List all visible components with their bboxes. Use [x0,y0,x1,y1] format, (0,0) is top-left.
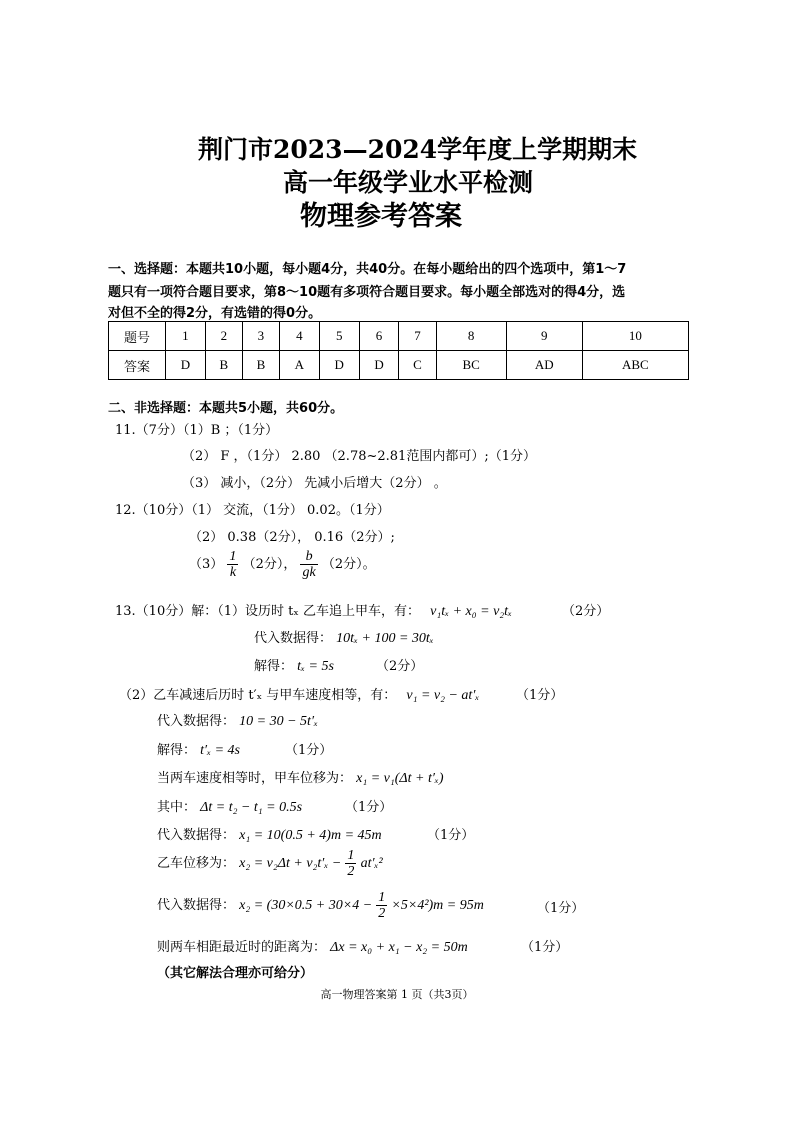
q13-line11-score: （1分） [537,901,585,916]
table-cell: D [166,351,206,380]
table-cell: ABC [582,351,688,380]
page-footer: 高一物理答案第 1 页（共3页） [320,988,474,1001]
section1-line2: 题只有一项符合题目要求，第8～10题有多项符合题目要求。每小题全部选对的得4分，选 [108,285,626,300]
q13-line1-score: （2分） [562,604,610,619]
table-row-answers [109,351,689,380]
table-cell: 1 [166,322,206,351]
q13-equation: x₂ = v₂Δt + v₂t′ₓ − [239,856,342,871]
table-cell: A [279,351,319,380]
table-cell: 3 [242,322,279,351]
table-cell: 5 [319,322,359,351]
q13-line4 [119,684,479,704]
answer-table [108,321,689,380]
q13-line8-score: （1分） [345,800,393,815]
fraction-numerator: 1 [378,890,386,905]
fraction-numerator: b [300,549,317,565]
q13-equation: 10 = 30 − 5t′ₓ [239,714,318,729]
q13-line10 [157,848,383,879]
page-title-line2: 高一年级学业水平检测 [283,168,534,197]
q13-line9-score: （1分） [427,828,475,843]
q12-line2: （2） 0.38（2分）， 0.16（2分）; [189,530,395,545]
q13-line12-score: （1分） [521,940,569,955]
q13-line4-score: （1分） [516,688,564,703]
q11-line1: 11.（7分）（1）B ；（1分） [115,423,279,438]
q13-text: 乙车位移为： [157,856,236,871]
table-row-numbers [109,322,689,351]
fraction-denominator: 2 [347,864,355,879]
q13-text: 则两车相距最近时的距离为： [157,940,327,955]
q13-equation: t′ₓ = 4s [200,743,240,758]
fraction-b-over-gk [300,549,317,580]
table-cell: AD [506,351,582,380]
q13-text: 解得： [254,659,294,674]
q13-equation-tail: ×5×4²)m = 95m [391,898,484,913]
q12-part3-prefix: （3） [189,557,224,572]
q12-score-1: （2分）， [242,557,297,572]
q13-text: 代入数据得： [157,828,236,843]
fraction-one-half [376,890,387,921]
table-cell: 2 [205,322,242,351]
q13-equation: x₁ = 10(0.5 + 4)m = 45m [239,828,382,843]
row-header: 答案 [109,351,166,380]
table-cell: B [205,351,242,380]
fraction-denominator: gk [302,565,316,580]
fraction-denominator: 2 [378,906,386,921]
q13-text: 当两车速度相等时，甲车位移为： [157,771,353,786]
fraction-numerator: 1 [347,848,355,863]
table-cell: 6 [359,322,399,351]
table-cell: BC [436,351,506,380]
q13-line1 [115,600,512,620]
table-cell: 7 [399,322,436,351]
q13-text: （2）乙车减速后历时 t′ₓ 与甲车速度相等，有： [119,688,397,703]
table-cell: D [359,351,399,380]
q13-equation: x₁ = v₁(Δt + t′ₓ) [356,771,444,786]
fraction-1-over-k [227,549,238,580]
q13-text: 代入数据得： [254,631,333,646]
q13-line6-score: （1分） [285,743,333,758]
q13-note: （其它解法合理亦可给分） [157,966,314,981]
q13-line6 [157,739,240,759]
table-cell: 10 [582,322,688,351]
table-cell: 9 [506,322,582,351]
q13-line11 [157,890,484,921]
q13-line12 [157,936,468,956]
q13-text: 解得： [157,743,197,758]
q13-equation: 10tₓ + 100 = 30tₓ [336,631,434,646]
table-cell: C [399,351,436,380]
q13-equation: v₁ = v₂ − at′ₓ [406,688,480,703]
table-cell: 8 [436,322,506,351]
section2-header: 二、非选择题：本题共5小题，共60分。 [108,401,344,416]
q11-line2: （2） F ，（1分） 2.80 （2.78~2.81范围内都可）;（1分） [182,449,536,464]
q13-line8 [157,796,302,816]
q13-equation: Δx = x₀ + x₁ − x₂ = 50m [330,940,468,955]
q13-equation: v₁tₓ + x₀ = v₂tₓ [430,604,513,619]
q13-line5 [157,710,318,730]
q13-line3 [254,655,334,675]
q13-equation: tₓ = 5s [297,659,334,674]
q13-text: 代入数据得： [157,714,236,729]
table-cell: B [242,351,279,380]
page-title-line3: 物理参考答案 [300,201,462,232]
q13-line7 [157,767,444,787]
q13-text: 13.（10分）解：（1）设历时 tₓ 乙车追上甲车，有： [115,604,420,619]
table-cell: 4 [279,322,319,351]
fraction-numerator: 1 [229,549,237,564]
section1-line3: 对但不全的得2分，有选错的得0分。 [108,306,322,321]
q11-line3: （3） 减小，（2分） 先减小后增大（2分） 。 [182,476,447,491]
q13-equation-tail: at′ₓ² [360,856,383,871]
q12-line1: 12.（10分）（1） 交流，（1分） 0.02。（1分） [115,503,390,518]
fraction-one-half [345,848,356,879]
q13-text: 其中： [157,800,197,815]
section1-line1: 一、选择题：本题共10小题，每小题4分，共40分。在每小题给出的四个选项中，第1～7 [108,262,627,277]
q13-equation: Δt = t₂ − t₁ = 0.5s [200,800,303,815]
q12-score-2: （2分）。 [321,557,376,572]
q13-text: 代入数据得： [157,898,236,913]
row-header: 题号 [109,322,166,351]
q12-line3 [189,549,376,580]
table-cell: D [319,351,359,380]
q13-equation: x₂ = (30×0.5 + 30×4 − [239,898,373,913]
fraction-denominator: k [229,565,237,580]
q13-line2 [254,627,434,647]
q13-line3-score: （2分） [376,659,424,674]
q13-line9 [157,824,382,844]
page-title-line1: 荆门市2023—2024学年度上学期期末 [198,135,638,164]
